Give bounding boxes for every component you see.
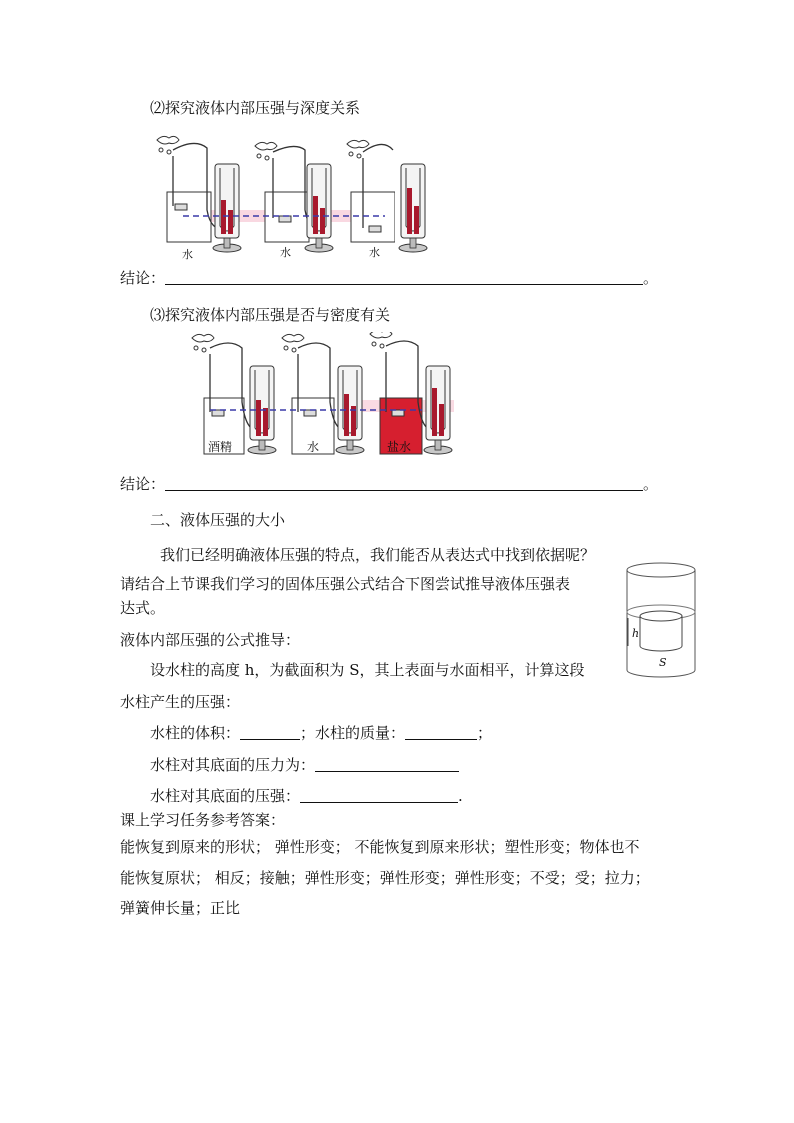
setup-line-2: 水柱产生的压强： [120, 693, 241, 711]
beaker-label-water-3: 水 [369, 246, 380, 259]
mass-label: ；水柱的质量： [300, 724, 406, 742]
volume-label: 水柱的体积： [150, 724, 241, 742]
volume-blank[interactable] [240, 724, 300, 740]
answers-line-1: 能恢复到原来的形状； 弹性形变； 不能恢复到原来形状；塑性形变；物体也不 [120, 838, 640, 856]
depth-experiment-figure [155, 128, 395, 263]
semicolon: ； [477, 724, 493, 742]
force-blank[interactable] [315, 756, 459, 772]
diagram-label-s: S [659, 656, 667, 669]
section-3-conclusion [120, 474, 658, 494]
part-2-title: 二、液体压强的大小 [150, 511, 286, 529]
intro-line-3: 达式。 [120, 599, 166, 617]
section-2-heading: ⑵探究液体内部压强与深度关系 [150, 99, 361, 117]
answers-line-2: 能恢复原状； 相反；接触；弹性形变；弹性形变；弹性形变；不受；受；拉力； [120, 869, 650, 887]
beaker-label-salt-water: 盐水 [387, 440, 412, 454]
conclusion-end: 。 [643, 475, 659, 493]
answers-line-3: 弹簧伸长量；正比 [120, 899, 241, 917]
section-3-heading: ⑶探究液体内部压强是否与密度有关 [150, 306, 391, 324]
force-line [150, 755, 459, 775]
section-2-conclusion [120, 268, 658, 288]
beaker-label-water-2: 水 [280, 246, 291, 259]
conclusion-label: 结论： [120, 475, 166, 493]
conclusion-label: 结论： [120, 269, 166, 287]
depth-manometer-3 [393, 136, 433, 256]
intro-line-2: 请结合上节课我们学习的固体压强公式结合下图尝试推导液体压强表 [120, 575, 571, 593]
period: . [458, 787, 463, 805]
diagram-label-h: h [632, 627, 640, 640]
derivation-title: 液体内部压强的公式推导： [120, 631, 301, 649]
pressure-line [150, 786, 463, 806]
conclusion-end: 。 [643, 269, 659, 287]
intro-line-1: 我们已经明确液体压强的特点，我们能否从表达式中找到依据呢？ [160, 546, 596, 564]
beaker-label-water: 水 [307, 440, 320, 454]
mass-blank[interactable] [405, 724, 477, 740]
setup-line-1: 设水柱的高度 h，为截面积为 S，其上表面与水面相平，计算这段 [150, 661, 585, 679]
beaker-label-alcohol: 酒精 [208, 440, 233, 454]
volume-mass-line [150, 723, 492, 743]
conclusion-blank[interactable] [165, 475, 643, 491]
pressure-blank[interactable] [300, 787, 458, 803]
beaker-label-water-1: 水 [182, 248, 193, 261]
answers-title: 课上学习任务参考答案： [120, 811, 286, 829]
conclusion-blank[interactable] [165, 269, 643, 285]
force-label: 水柱对其底面的压力为： [150, 756, 316, 774]
pressure-label: 水柱对其底面的压强： [150, 787, 301, 805]
